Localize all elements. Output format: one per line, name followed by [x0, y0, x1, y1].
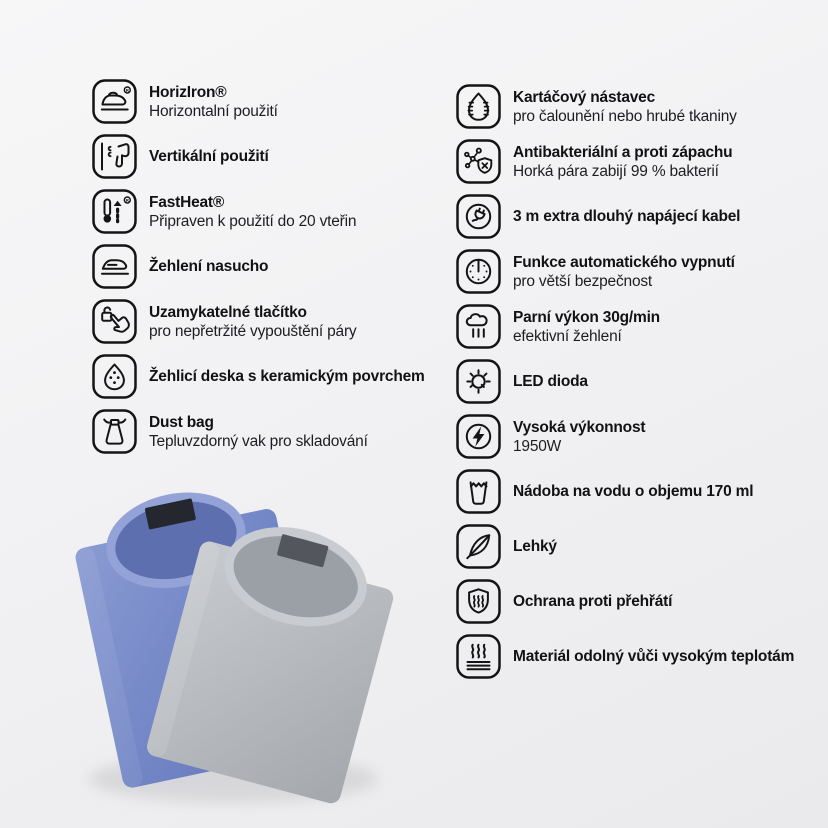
feature-title: Vertikální použití: [149, 148, 269, 165]
feature-title: Žehlení nasucho: [149, 258, 269, 275]
feature-item: [456, 574, 794, 629]
heat-resistant-icon: [456, 634, 501, 679]
feature-title: Dust bag: [149, 413, 214, 431]
lock-button-icon: [92, 299, 137, 344]
iron-horizontal-icon: [92, 79, 137, 124]
auto-shutoff-icon: [456, 249, 501, 294]
feature-title: Materiál odolný vůči vysokým teplotám: [513, 648, 795, 665]
feature-title: Ochrana proti přehřátí: [513, 593, 673, 610]
feature-title: 3 m extra dlouhý napájecí kabel: [513, 208, 741, 225]
feature-subtitle: Tepluvzdorný vak pro skladování: [149, 432, 368, 450]
svg-text:R: R: [125, 87, 129, 93]
feature-title: Kartáčový nástavec: [513, 88, 656, 106]
feature-item: [92, 349, 425, 404]
feature-item: [456, 244, 794, 299]
features-column-right: [456, 79, 794, 684]
feature-title: Antibakteriální a proti zápachu: [513, 143, 733, 161]
feature-title: Lehký: [513, 538, 557, 555]
feature-title: FastHeat®: [149, 193, 225, 211]
feature-item: [456, 134, 794, 189]
brush-attachment-icon: [456, 84, 501, 129]
feature-item: [456, 409, 794, 464]
folded-tshirts-photo: [58, 474, 398, 814]
vertical-steam-icon: [92, 134, 137, 179]
feature-title: Funkce automatického vypnutí: [513, 253, 735, 271]
water-tank-icon: [456, 469, 501, 514]
overheat-protection-icon: [456, 579, 501, 624]
svg-text:R: R: [125, 197, 129, 203]
fast-heat-icon: [92, 189, 137, 234]
features-column-left: [92, 74, 425, 459]
ceramic-soleplate-icon: [92, 354, 137, 399]
feature-title: Parní výkon 30g/min: [513, 308, 660, 326]
feature-title: Žehlicí deska s keramickým povrchem: [149, 368, 425, 385]
feature-item: [456, 354, 794, 409]
feature-item: [92, 184, 425, 239]
led-light-icon: [456, 359, 501, 404]
feature-item: [456, 299, 794, 354]
feature-item: [456, 79, 794, 134]
feature-subtitle: 1950W: [513, 437, 562, 455]
feature-subtitle: pro čalounění nebo hrubé tkaniny: [513, 107, 737, 125]
feature-item: [456, 189, 794, 244]
feature-item: [456, 629, 794, 684]
lightweight-icon: [456, 524, 501, 569]
feature-subtitle: Horká pára zabijí 99 % bakterií: [513, 162, 719, 180]
dry-ironing-icon: [92, 244, 137, 289]
feature-subtitle: pro větší bezpečnost: [513, 272, 653, 290]
dust-bag-icon: [92, 409, 137, 454]
feature-item: [92, 239, 425, 294]
feature-subtitle: Horizontalní použití: [149, 102, 278, 120]
feature-item: [456, 519, 794, 574]
feature-item: [92, 129, 425, 184]
feature-item: [92, 404, 425, 459]
antibacterial-shield-icon: [456, 139, 501, 184]
feature-title: LED dioda: [513, 373, 588, 390]
steam-output-icon: [456, 304, 501, 349]
high-power-icon: [456, 414, 501, 459]
feature-title: HorizIron®: [149, 83, 227, 101]
feature-item: [92, 294, 425, 349]
feature-item: [92, 74, 425, 129]
feature-subtitle: pro nepřetržité vypouštění páry: [149, 322, 357, 340]
feature-title: Nádoba na vodu o objemu 170 ml: [513, 483, 754, 500]
power-cable-icon: [456, 194, 501, 239]
feature-subtitle: efektivní žehlení: [513, 327, 622, 345]
feature-title: Uzamykatelné tlačítko: [149, 303, 307, 321]
feature-item: [456, 464, 794, 519]
feature-subtitle: Připraven k použití do 20 vteřin: [149, 212, 357, 230]
feature-title: Vysoká výkonnost: [513, 418, 646, 436]
